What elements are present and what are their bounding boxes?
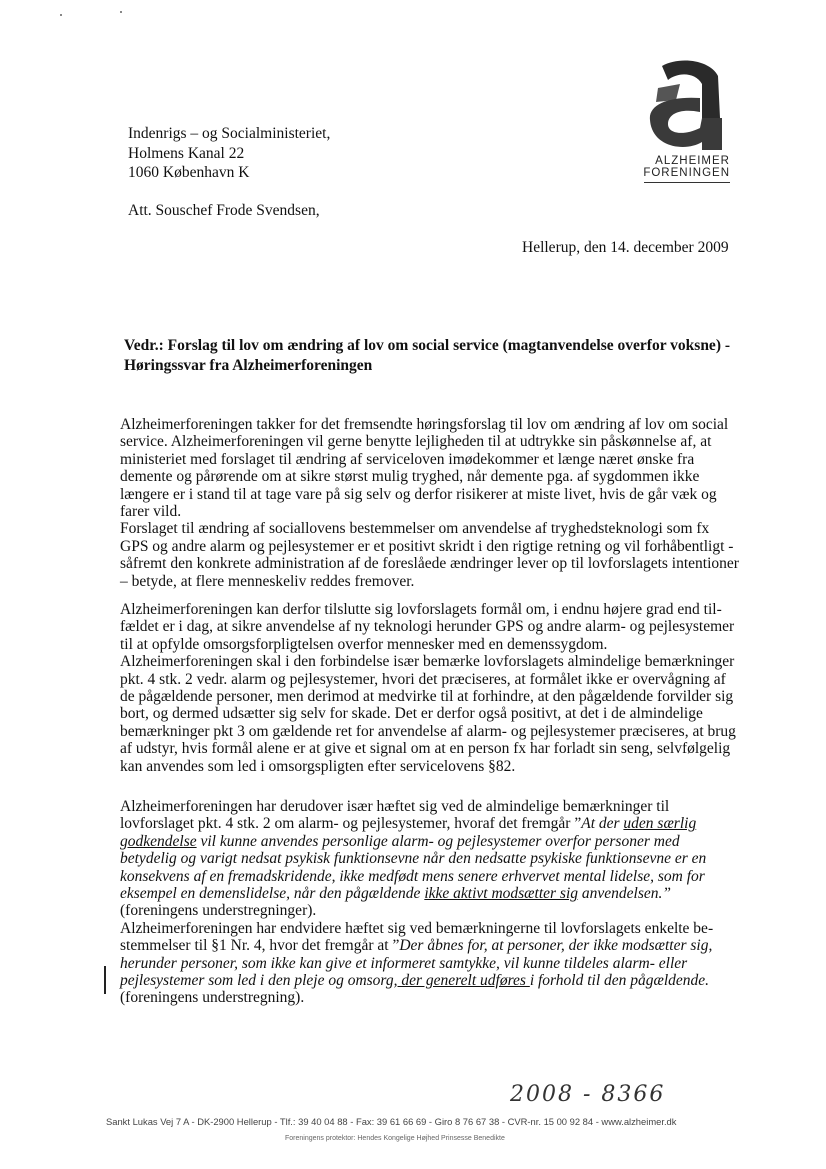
text-segment: stemmelser til §1 Nr. 4, hvor det fremgår at ”: [120, 937, 400, 955]
text-line: [120, 885, 713, 902]
text-line: såfremt den konkrete administration af de foreslåede ændringer lever op til lovforslagets intentioner: [120, 555, 739, 573]
quoted-text: At der: [581, 815, 624, 833]
logo-text-line2: FORENINGEN: [643, 167, 730, 179]
subject-line-2: Høringssvar fra Alzheimerforeningen: [124, 356, 373, 374]
paragraph-3: [120, 798, 713, 1007]
text-line: farer vild.: [120, 503, 182, 521]
paragraph-1: [120, 416, 739, 590]
text-line: Alzheimerforeningen har derudover især hæftet sig ved de almindelige bemærkninger til: [120, 798, 670, 815]
text-line: ministeriet med forslaget til ændring af serviceloven imødekommer et længe næret ønske fra: [120, 450, 695, 468]
text-line: [120, 972, 713, 989]
recipient-address: [128, 124, 330, 183]
text-line: service. Alzheimerforeningen vil gerne benytte lejligheden til at udtrykke sin påskønnelse af, at: [120, 433, 712, 451]
attention-line: Att. Souschef Frode Svendsen,: [128, 202, 320, 219]
text-line: – betyde, at flere menneskeliv reddes fremover.: [120, 572, 415, 590]
footer-address: Sankt Lukas Vej 7 A - DK-2900 Hellerup - Tlf.: 39 40 04 88 - Fax: 39 61 66 69 - Giro 8 76 67 38 - CVR-nr. 15 00 92 84 - www.alzheimer.dk: [106, 1116, 677, 1127]
logo-a-icon: [640, 58, 730, 150]
subject-line-1: Vedr.: Forslag til lov om ændring af lov om social service (magtanvendelse overfor voksne) -: [124, 337, 731, 354]
scan-speck: [60, 14, 62, 16]
underlined-quote-text: uden særlig: [623, 815, 697, 833]
text-line: (foreningens understregning).: [120, 989, 305, 1007]
letter-date: Hellerup, den 14. december 2009: [522, 239, 729, 256]
text-line: GPS og andre alarm og pejlesystemer er et positivt skridt i den rigtige retning og vil forhåbentligt -: [120, 537, 734, 555]
text-line: [120, 850, 713, 867]
handwritten-reference: 2008 - 8366: [510, 1082, 666, 1107]
logo-divider: [644, 182, 730, 183]
quoted-text: betydelig og varigt nedsat psykisk funktionsevne når den nedsatte psykiske funktionsevne er en: [120, 850, 707, 868]
quoted-text: anvendelsen.”: [578, 885, 671, 903]
underlined-quote-text: ikke aktivt modsætter sig: [424, 885, 579, 903]
text-line: [120, 955, 713, 972]
text-line: demente og pårørende om at sikre størst mulig tryghed, når demente pga. af sygdommen ikke: [120, 468, 700, 486]
quoted-text: vil kunne anvendes personlige alarm- og pejlesystemer overfor personer med: [196, 832, 680, 850]
text-line: [120, 937, 713, 954]
text-line: Alzheimerforeningen takker for det fremsendte høringsforslag til lov om ændring af lov om social: [120, 416, 729, 433]
text-line: af udstyr, hvis formål alene er at give et signal om at en person fx har forladt sin seng, selvfølgelig: [120, 740, 731, 758]
text-line: [120, 833, 713, 850]
scan-speck: [120, 11, 122, 13]
footer-protector: Foreningens protektor: Hendes Kongelige Højhed Prinsesse Benedikte: [285, 1135, 505, 1142]
address-line: 1060 København K: [128, 164, 250, 182]
underlined-quote-text: , der generelt udføres: [393, 972, 530, 990]
alzheimer-logo: [640, 58, 730, 183]
quoted-text: konsekvens af en fremadskridende, ikke medfødt mens senere erhvervet mental lidelse, som for: [120, 867, 705, 885]
text-line: Alzheimerforeningen skal i den forbindelse især bemærke lovforslagets almindelige bemærkninger: [120, 653, 735, 671]
quoted-text: pejlesystemer som led i den pleje og omsorg: [120, 972, 394, 990]
text-line: fældet er i dag, at sikre anvendelse af ny teknologi herunder GPS og andre alarm- og pejlesystemer: [120, 618, 735, 636]
text-line: længere er i stand til at tage vare på sig selv og derfor risikerer at miste livet, hvis de går væk og: [120, 485, 717, 503]
quoted-text: Der åbnes for, at personer, der ikke modsætter sig,: [399, 937, 713, 955]
logo-text-line1: ALZHEIMER: [655, 155, 730, 167]
text-line: de pågældende personer, men derimod at medvirke til at forhindre, at den pågældende forvilder sig: [120, 688, 734, 706]
text-segment: lovforslaget pkt. 4 stk. 2 om alarm- og pejlesystemer, hvoraf det fremgår ”: [120, 815, 582, 833]
margin-pen-mark: [104, 966, 106, 994]
address-line: Indenrigs – og Socialministeriet,: [128, 125, 331, 142]
text-line: (foreningens understregninger).: [120, 902, 317, 920]
quoted-text: eksempel en demenslidelse, når den pågældende: [120, 885, 425, 903]
text-line: [120, 868, 713, 885]
subject-heading: [124, 336, 730, 375]
paragraph-2: [120, 601, 736, 775]
address-line: Holmens Kanal 22: [128, 144, 245, 162]
text-line: pkt. 4 stk. 2 vedr. alarm og pejlesystemer, hvori det præciseres, at formålet ikke er overvågning af: [120, 670, 726, 688]
text-line: Alzheimerforeningen har endvidere hæftet sig ved bemærkningerne til lovforslagets enkelte be-: [120, 919, 714, 937]
quoted-text: i forhold til den pågældende.: [529, 972, 710, 990]
text-line: kan anvendes som led i omsorgspligten efter servicelovens §82.: [120, 757, 516, 775]
text-line: bort, og dermed udsætter sig selv for skade. Det er derfor også positivt, at det i de almindelige: [120, 705, 703, 723]
text-line: bemærkninger pkt 3 om gældende ret for anvendelse af alarm- og pejlesystemer præciseres, at brug: [120, 722, 736, 740]
text-line: [120, 815, 713, 832]
text-line: til at opfylde omsorgsforpligtelsen overfor mennesker med en demenssygdom.: [120, 635, 608, 653]
quoted-text: herunder personer, som ikke kan give et informeret samtykke, vil kunne tildeles alarm- eller: [120, 954, 688, 972]
text-line: Forslaget til ændring af sociallovens bestemmelser om anvendelse af tryghedsteknologi som fx: [120, 520, 710, 538]
underlined-quote-text: godkendelse: [120, 832, 197, 850]
text-line: Alzheimerforeningen kan derfor tilslutte sig lovforslagets formål om, i endnu højere grad end til-: [120, 601, 722, 618]
